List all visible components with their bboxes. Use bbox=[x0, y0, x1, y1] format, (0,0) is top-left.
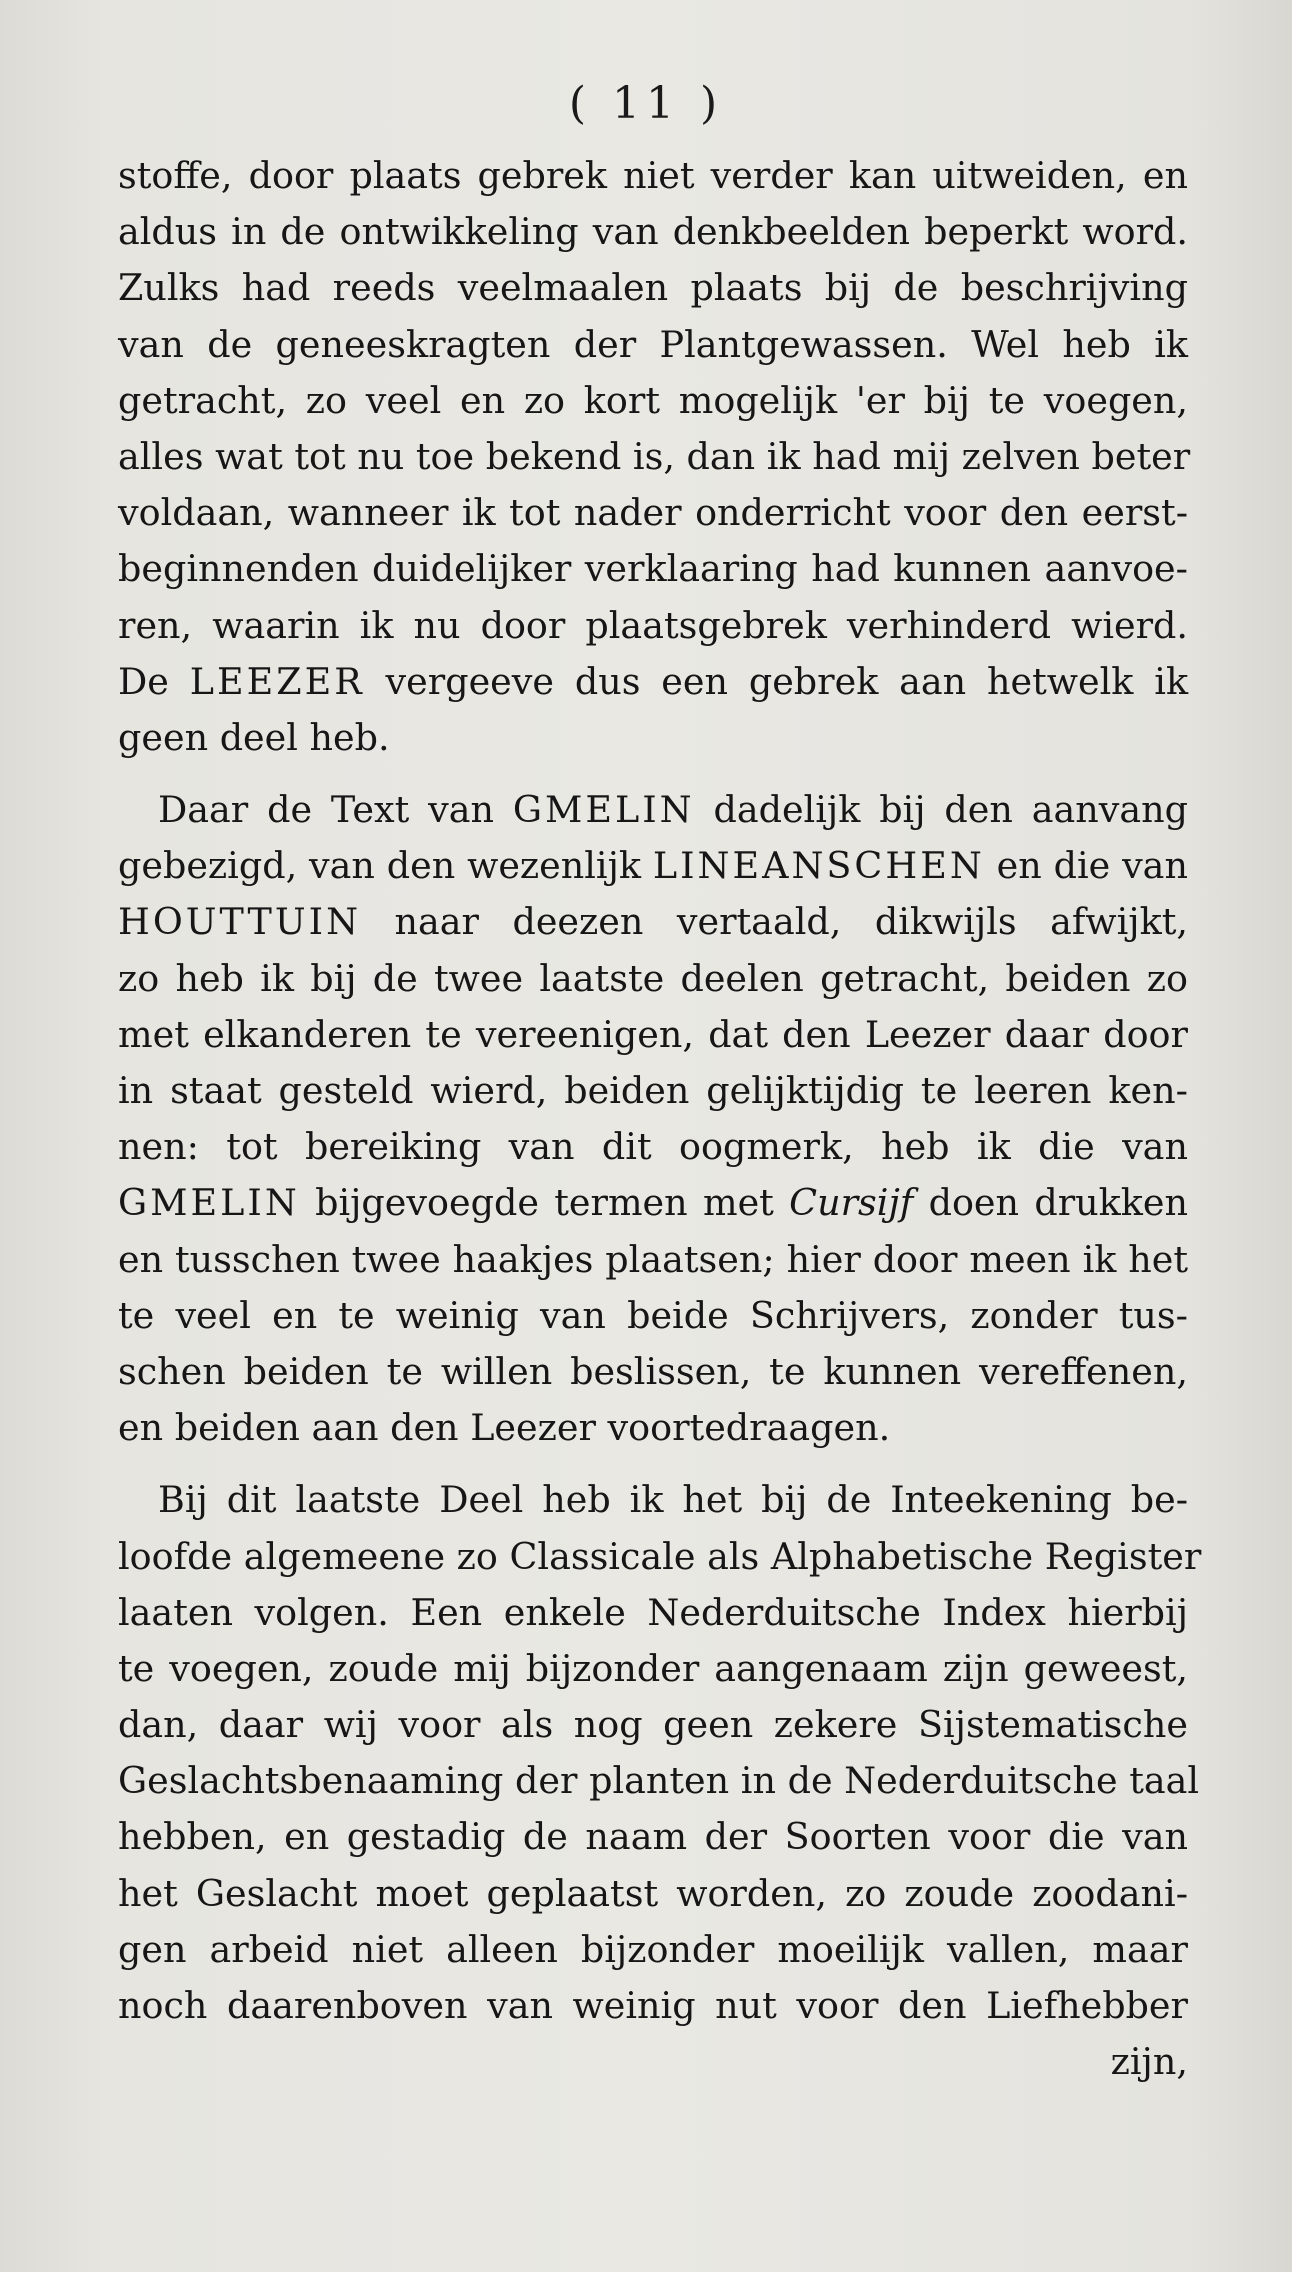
text-line: schen beiden te willen beslissen, te kunnen vereffenen, bbox=[118, 1349, 1188, 1393]
paragraph bbox=[118, 1472, 1202, 2034]
text-line: stoffe, door plaats gebrek niet verder kan uitweiden, en bbox=[118, 154, 1188, 197]
text-line: Bij dit laatste Deel heb ik het bij de Inteekening be- bbox=[158, 1478, 1189, 1522]
paragraph bbox=[118, 148, 1191, 766]
text-line: GMELIN bijgevoegde termen met Cursijf doen drukken bbox=[118, 1181, 1188, 1225]
text-line: De LEEZER vergeeve dus een gebrek aan hetwelk ik bbox=[118, 659, 1189, 703]
text-line: van de geneeskragten der Plantgewassen. Wel heb ik bbox=[118, 322, 1188, 366]
paragraph bbox=[118, 782, 1188, 1456]
body-text bbox=[118, 148, 1202, 2090]
text-line: geen deel heb. bbox=[118, 715, 390, 759]
text-line: met elkanderen te vereenigen, dat den Leezer daar door bbox=[118, 1012, 1188, 1056]
text-line: noch daarenboven van weinig nut voor den Liefhebber bbox=[118, 1984, 1188, 2027]
text-line: getracht, zo veel en zo kort mogelijk 'er bij te voegen, bbox=[118, 378, 1189, 422]
text-line: alles wat tot nu toe bekend is, dan ik had mij zelven beter bbox=[118, 434, 1191, 478]
text-line: Geslachtsbenaaming der planten in de Nederduitsche taal bbox=[118, 1759, 1200, 1803]
text-line: HOUTTUIN naar deezen vertaald, dikwijls afwijkt, bbox=[118, 900, 1189, 944]
text-line: te veel en te weinig van beide Schrijvers, zonder tus- bbox=[118, 1293, 1188, 1337]
text-line: zo heb ik bij de twee laatste deelen getracht, beiden zo bbox=[118, 956, 1188, 1000]
text-line: Daar de Text van GMELIN dadelijk bij den aanvang bbox=[158, 788, 1189, 832]
text-line: gebezigd, van den wezenlijk LINEANSCHEN en die van bbox=[118, 844, 1188, 888]
text-line: gen arbeid niet alleen bijzonder moeilijk vallen, maar bbox=[118, 1927, 1188, 1971]
text-line: te voegen, zoude mij bijzonder aangenaam zijn geweest, bbox=[118, 1646, 1189, 1690]
text-line: ren, waarin ik nu door plaatsgebrek verhinderd wierd. bbox=[118, 603, 1189, 647]
catchword: zijn, bbox=[1110, 2040, 1188, 2084]
text-line: en beiden aan den Leezer voortedraagen. bbox=[118, 1406, 891, 1450]
text-line: beginnenden duidelijker verklaaring had kunnen aanvoe- bbox=[118, 547, 1188, 591]
text-line: en tusschen twee haakjes plaatsen; hier door meen ik het bbox=[118, 1237, 1189, 1281]
text-line: voldaan, wanneer ik tot nader onderricht voor den eerst- bbox=[118, 491, 1189, 535]
text-line: dan, daar wij voor als nog geen zekere Sijstematische bbox=[118, 1703, 1188, 1747]
text-line: het Geslacht moet geplaatst worden, zo zoude zoodani- bbox=[118, 1871, 1189, 1915]
text-line: in staat gesteld wierd, beiden gelijktijdig te leeren ken- bbox=[118, 1069, 1188, 1112]
text-line: laaten volgen. Een enkele Nederduitsche Index hierbij bbox=[118, 1590, 1189, 1634]
text-line: aldus in de ontwikkeling van denkbeelden beperkt word. bbox=[118, 210, 1188, 254]
text-line: nen: tot bereiking van dit oogmerk, heb ik die van bbox=[118, 1125, 1188, 1169]
text-line: hebben, en gestadig de naam der Soorten voor die van bbox=[118, 1815, 1189, 1859]
text-line: Zulks had reeds veelmaalen plaats bij de beschrijving bbox=[118, 266, 1188, 310]
text-line: loofde algemeene zo Classicale als Alphabetische Register bbox=[118, 1534, 1202, 1578]
page-number: ( 11 ) bbox=[568, 78, 724, 129]
